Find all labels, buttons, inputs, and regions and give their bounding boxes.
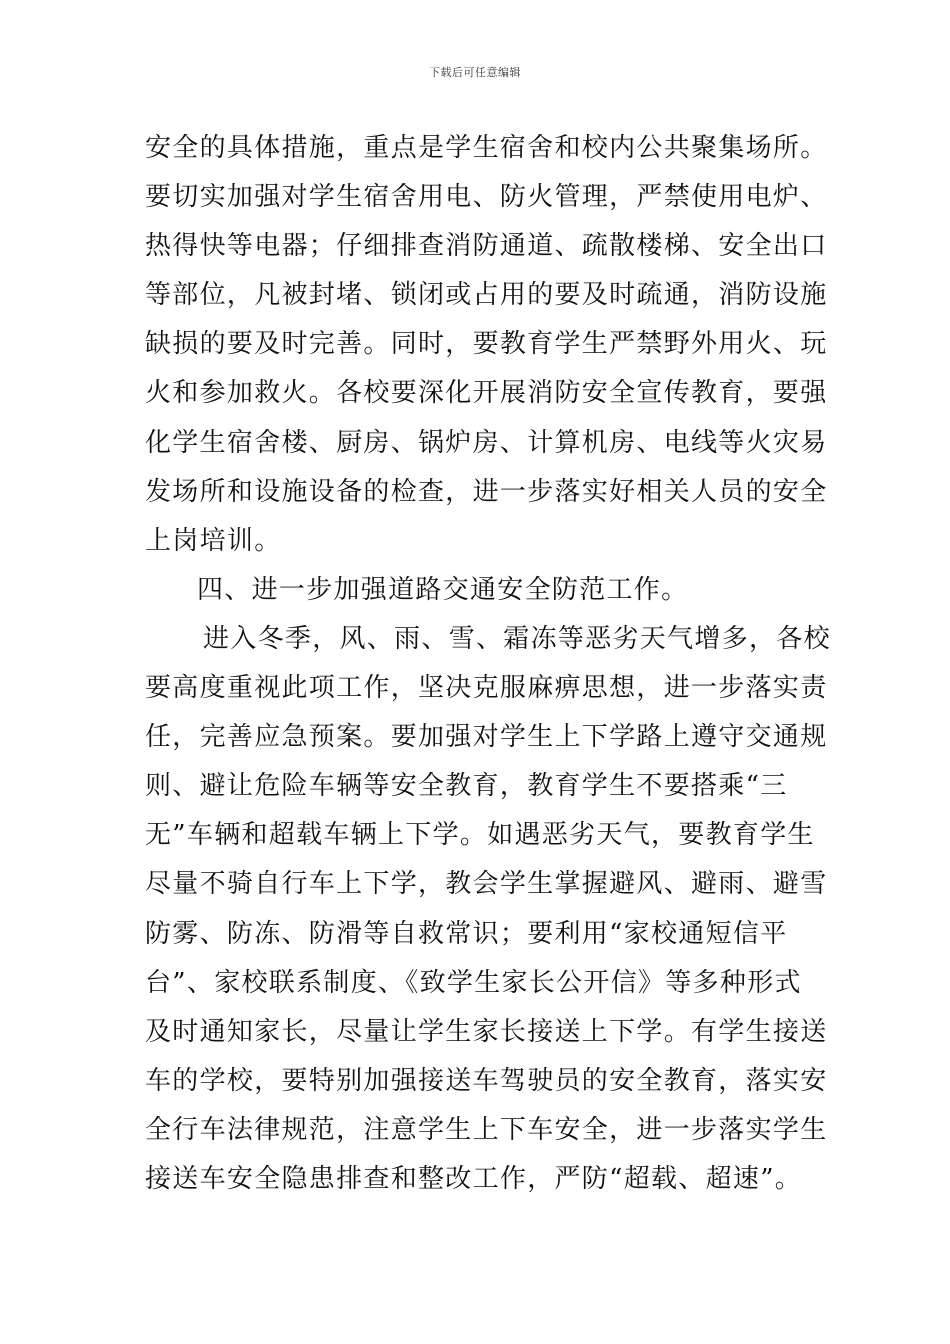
text-line: 进入冬季，风、雨、雪、霜冻等恶劣天气增多，各校 <box>203 623 831 654</box>
header-note: 下载后可任意编辑 <box>429 66 521 79</box>
text-line: 台”、家校联系制度、《致学生家长公开信》等多种形式 <box>145 967 802 998</box>
text-line: 全行车法律规范，注意学生上下车安全，进一步落实学生 <box>145 1114 828 1145</box>
text-line: 化学生宿舍楼、厨房、锅炉房、计算机房、电线等火灾易 <box>145 427 828 458</box>
text-line: 无”车辆和超载车辆上下学。如遇恶劣天气，要教育学生 <box>145 820 815 851</box>
text-line: 热得快等电器；仔细排查消防通道、疏散楼梯、安全出口 <box>145 231 828 262</box>
text-line: 接送车安全隐患排查和整改工作，严防“超载、超速”。 <box>145 1163 803 1194</box>
text-line: 防雾、防冻、防滑等自救常识；要利用“家校通短信平 <box>145 918 788 949</box>
text-line: 要高度重视此项工作，坚决克服麻痹思想，进一步落实责 <box>145 673 828 704</box>
text-line: 车的学校，要特别加强接送车驾驶员的安全教育，落实安 <box>145 1065 828 1096</box>
text-line: 尽量不骑自行车上下学，教会学生掌握避风、避雨、避雪 <box>145 869 828 900</box>
text-line: 及时通知家长，尽量让学生家长接送上下学。有学生接送 <box>145 1016 828 1047</box>
document-body <box>145 124 831 1204</box>
text-line: 任，完善应急预案。要加强对学生上下学路上遵守交通规 <box>145 722 828 753</box>
text-line: 则、避让危险车辆等安全教育，教育学生不要搭乘“三 <box>145 771 788 802</box>
text-line: 等部位，凡被封堵、锁闭或占用的要及时疏通，消防设施 <box>145 280 828 311</box>
text-line: 火和参加救火。各校要深化开展消防安全宣传教育，要强 <box>145 378 828 409</box>
text-line: 安全的具体措施，重点是学生宿舍和校内公共聚集场所。 <box>145 133 828 163</box>
text-line: 缺损的要及时完善。同时，要教育学生严禁野外用火、玩 <box>145 329 828 360</box>
text-line: 要切实加强对学生宿舍用电、防火管理，严禁使用电炉、 <box>145 182 828 213</box>
text-line: 发场所和设施设备的检查，进一步落实好相关人员的安全 <box>145 476 828 507</box>
text-line: 上岗培训。 <box>145 525 282 556</box>
section-heading: 四、进一步加强道路交通安全防范工作。 <box>197 574 689 605</box>
